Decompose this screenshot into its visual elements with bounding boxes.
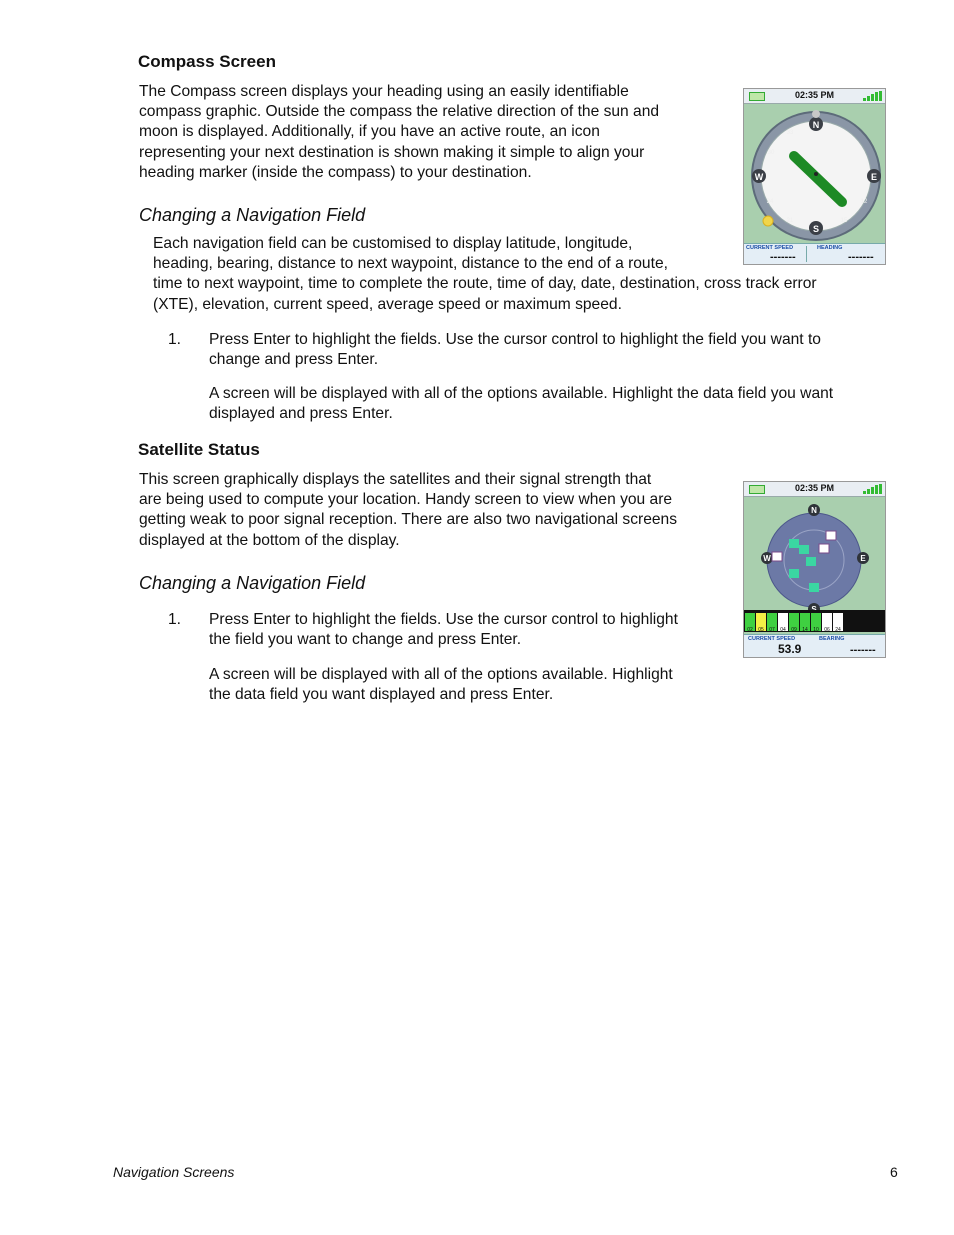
navigation-fields[interactable] — [744, 634, 885, 657]
compass-screen-heading: Compass Screen — [138, 52, 276, 71]
compass-screenshot — [743, 88, 886, 265]
compass-step-1 — [209, 330, 909, 370]
text-line: are being used to compute your location. Handy screen to view when you are — [139, 491, 673, 509]
satellite-marker — [809, 583, 819, 592]
clock-time: 02:35 PM — [794, 483, 835, 493]
satellite-marker — [806, 557, 816, 566]
text-line: heading, bearing, distance to next waypoint, distance to the end of a route, — [153, 255, 668, 273]
field1-label: CURRENT SPEED — [746, 245, 794, 251]
text-line: time to next waypoint, time to complete the route, time of day, date, destination, cross track error — [153, 275, 817, 293]
satellite-step-1 — [209, 610, 739, 650]
compass-dial — [744, 104, 885, 244]
footer-section-name: Navigation Screens — [113, 1164, 235, 1180]
signal-bar: 04 — [778, 613, 788, 631]
text-line: compass graphic. Outside the compass the relative direction of the sun and — [139, 103, 660, 121]
text-line: A screen will be displayed with all of the options available. Highlight — [209, 666, 673, 683]
skyplot-east-label: E — [860, 554, 866, 563]
text-line: Each navigation field can be customised to display latitude, longitude, — [153, 235, 633, 252]
field1-value: ------- — [770, 251, 796, 263]
compass-west-label: W — [754, 172, 764, 182]
text-line: (XTE), elevation, current speed, average speed or maximum speed. — [153, 295, 622, 313]
signal-strength-icon — [863, 91, 881, 101]
page-number: 6 — [890, 1164, 898, 1180]
signal-strength-icon — [863, 484, 881, 494]
signal-bar: 06 — [822, 613, 832, 631]
skyplot-west-label: W — [763, 554, 771, 563]
compass-subheading: Changing a Navigation Field — [139, 205, 366, 225]
text-line: A screen will be displayed with all of the options available. Highlight the data field you want — [209, 385, 834, 402]
text-line: displayed at the bottom of the display. — [139, 531, 400, 549]
satellite-marker — [772, 552, 782, 561]
text-line: heading marker (inside the compass) to your destination. — [139, 163, 532, 181]
compass-tick-label: 12 — [860, 199, 868, 205]
step-number: 1. — [168, 331, 182, 348]
field2-value: ------- — [850, 644, 876, 656]
signal-bar: 14 — [800, 613, 810, 631]
field2-label: HEADING — [817, 245, 843, 251]
status-bar — [744, 482, 885, 497]
satellite-marker — [799, 545, 809, 554]
field-divider — [806, 246, 807, 262]
satellite-marker — [819, 544, 829, 553]
signal-bar: 09 — [789, 613, 799, 631]
signal-bar: 10 — [811, 613, 821, 631]
compass-tick-label: 33 — [786, 130, 794, 136]
text-line: the field you want to change and press Enter. — [209, 631, 522, 649]
step-number: 1. — [168, 611, 182, 628]
compass-south-label: S — [812, 224, 820, 234]
navigation-fields[interactable] — [744, 243, 885, 264]
field1-value: 53.9 — [778, 642, 802, 656]
text-line: Press Enter to highlight the fields. Use the cursor control to highlight the field you want to — [209, 331, 821, 348]
satellite-skyplot — [744, 497, 885, 609]
signal-bar: 24 — [833, 613, 843, 631]
text-line: change and press Enter. — [209, 351, 379, 369]
text-line: The Compass screen displays your heading using an easily identifiable — [139, 83, 629, 100]
status-bar — [744, 89, 885, 104]
text-line: representing your next destination is shown making it simple to align your — [139, 143, 645, 161]
field2-value: ------- — [848, 251, 874, 263]
signal-bar: 05 — [756, 613, 766, 631]
moon-icon — [812, 110, 820, 118]
satellite-marker — [826, 531, 836, 540]
signal-bar: 07 — [767, 613, 777, 631]
text-line: moon is displayed. Additionally, if you have an active route, an icon — [139, 123, 600, 141]
text-line: Press Enter to highlight the fields. Use the cursor control to highlight — [209, 611, 678, 628]
text-line: getting weak to poor signal reception. There are also two navigational screens — [139, 511, 678, 529]
compass-north-label: N — [812, 120, 820, 130]
compass-tick-label: 24 — [766, 199, 774, 205]
compass-tick-label: 30 — [767, 150, 775, 156]
skyplot-north-label: N — [811, 506, 817, 515]
compass-step-note — [209, 384, 909, 424]
satellite-step-note — [209, 665, 739, 705]
compass-tick-label: 15 — [840, 218, 848, 224]
clock-time: 02:35 PM — [794, 90, 835, 100]
field1-label: CURRENT SPEED — [748, 636, 796, 642]
text-line: the data field you want displayed and press Enter. — [209, 686, 554, 704]
compass-description — [139, 82, 729, 183]
text-line: This screen graphically displays the satellites and their signal strength that — [139, 471, 652, 488]
satellite-subheading: Changing a Navigation Field — [139, 573, 366, 593]
field2-label: BEARING — [819, 636, 845, 642]
compass-east-label: E — [870, 172, 878, 182]
compass-tick-label: 21 — [786, 218, 794, 224]
text-line: displayed and press Enter. — [209, 405, 393, 423]
satellite-marker — [789, 569, 799, 578]
satellite-status-heading: Satellite Status — [138, 440, 260, 459]
signal-strength-bars — [744, 610, 885, 632]
satellite-description — [139, 470, 729, 551]
signal-bar: 02 — [745, 613, 755, 631]
satellite-screenshot — [743, 481, 886, 658]
sun-icon — [763, 216, 773, 226]
satellite-marker — [789, 539, 799, 548]
